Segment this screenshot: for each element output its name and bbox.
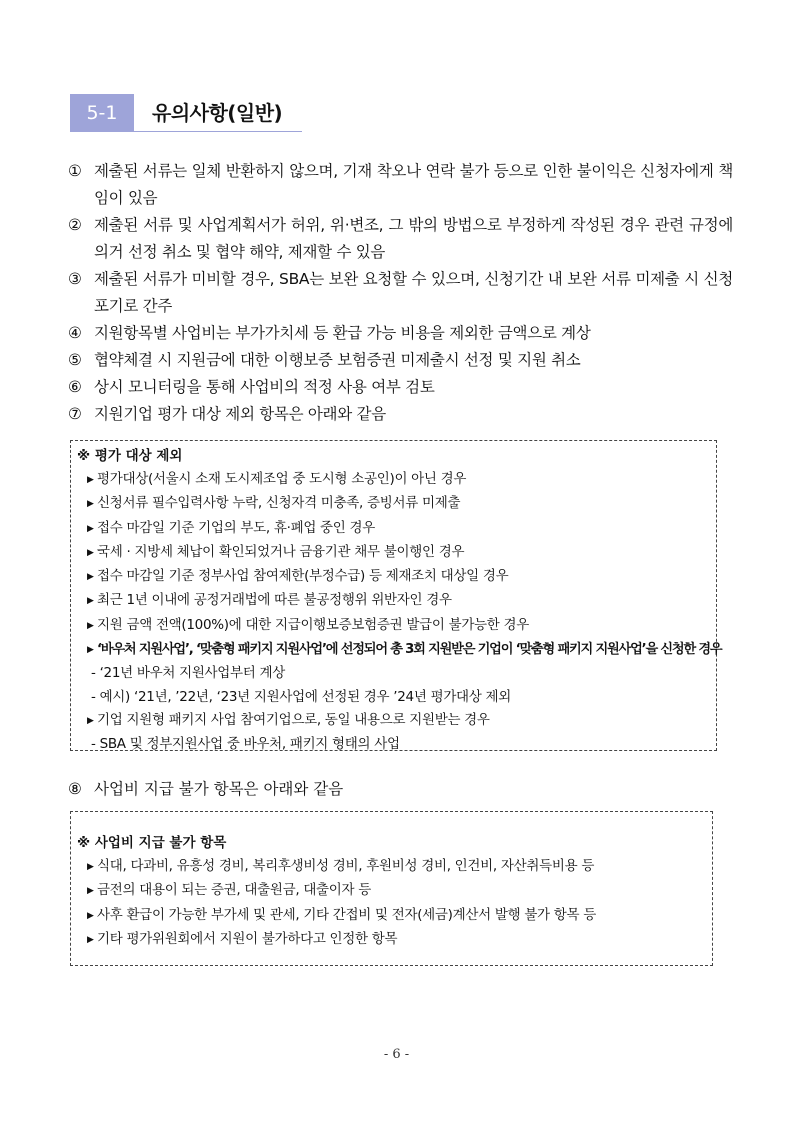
list-item [68, 401, 733, 428]
box-title: ※ 평가 대상 제외 [77, 448, 183, 464]
triangle-bullet-icon: ▶ [87, 547, 94, 558]
bullet-line: ▶ 국세 · 지방세 체납이 확인되었거나 금융기관 채무 불이행인 경우 [77, 541, 706, 565]
item-text: 협약체결 시 지원금에 대한 이행보증 보험증권 미제출시 선정 및 지원 취소 [94, 351, 581, 369]
triangle-bullet-icon: ▶ [87, 886, 94, 897]
item-number: ① [68, 162, 82, 180]
box-title: ※ 사업비 지급 불가 항목 [77, 835, 227, 851]
bullet-line: ▶ 신청서류 필수입력사항 누락, 신청자격 미충족, 증빙서류 미제출 [77, 492, 706, 516]
list-item [68, 374, 733, 401]
item-text: 상시 모니터링을 통해 사업비의 적정 사용 여부 검토 [94, 378, 435, 396]
list-item-8 [68, 776, 343, 803]
list-item [68, 212, 733, 266]
bullet-line: ▶ 식대, 다과비, 유흥성 경비, 복리후생비성 경비, 후원비성 경비, 인건비, 자산취득비용 등 [77, 855, 702, 879]
item-number: ⑦ [68, 405, 82, 423]
section-number: 5-1 [70, 94, 134, 132]
bullet-line: ▶ 지원 금액 전액(100%)에 대한 지급이행보증보험증권 발급이 불가능한 경우 [77, 614, 706, 638]
item-text: 제출된 서류는 일체 반환하지 않으며, 기재 착오나 연락 불가 등으로 인한 불이익은 신청자에게 책임이 있음 [94, 162, 733, 207]
section-underline [70, 131, 302, 132]
triangle-bullet-icon: ▶ [87, 645, 93, 656]
triangle-bullet-icon: ▶ [87, 715, 94, 726]
sub-line: - 예시) ‘21년, ’22년, ‘23년 지원사업에 선정된 경우 ’24년 평가대상 제외 [91, 688, 512, 705]
triangle-bullet-icon: ▶ [87, 934, 94, 945]
notice-list [68, 158, 733, 428]
evaluation-exclusion-box [70, 440, 722, 753]
bullet-line: ▶ 사후 환급이 가능한 부가세 및 관세, 기타 간접비 및 전자(세금)계산서 발행 불가 항목 등 [77, 904, 702, 928]
item-text: 지원기업 평가 대상 제외 항목은 아래와 같음 [94, 405, 386, 423]
bullet-line: ▶ 접수 마감일 기준 정부사업 참여제한(부정수급) 등 제재조치 대상일 경우 [77, 565, 706, 589]
triangle-bullet-icon: ▶ [87, 862, 94, 872]
sub-line: - ‘21년 바우처 지원사업부터 계상 [91, 665, 285, 682]
list-item [68, 158, 733, 212]
bullet-line: ▶ 평가대상(서울시 소재 도시제조업 중 도시형 소공인)이 아닌 경우 [77, 468, 706, 492]
triangle-bullet-icon: ▶ [87, 572, 94, 583]
item-number: ⑧ [68, 780, 82, 798]
item-text: 제출된 서류가 미비할 경우, SBA는 보완 요청할 수 있으며, 신청기간 내 보완 서류 미제출 시 신청 포기로 간주 [94, 270, 733, 315]
triangle-bullet-icon: ▶ [87, 523, 94, 534]
triangle-bullet-icon: ▶ [87, 499, 94, 510]
triangle-bullet-icon: ▶ [87, 596, 94, 607]
item-text: 사업비 지급 불가 항목은 아래와 같음 [94, 780, 344, 798]
item-number: ③ [68, 270, 82, 288]
section-title: 유의사항(일반) [152, 101, 283, 125]
bullet-line: ▶ 기업 지원형 패키지 사업 참여기업으로, 동일 내용으로 지원받는 경우 [77, 709, 706, 733]
item-text: 지원항목별 사업비는 부가가치세 등 환급 가능 비용을 제외한 금액으로 계상 [94, 324, 591, 342]
bullet-line: ▶ 기타 평가위원회에서 지원이 불가하다고 인정한 항목 [77, 928, 702, 952]
bullet-line: ▶ 최근 1년 이내에 공정거래법에 따른 불공정행위 위반자인 경우 [77, 589, 706, 613]
sub-line: - SBA 및 정부지원사업 중 바우처, 패키지 형태의 사업 [91, 736, 400, 753]
triangle-bullet-icon: ▶ [87, 475, 94, 485]
item-number: ② [68, 216, 82, 234]
triangle-bullet-icon: ▶ [87, 620, 94, 631]
section-header [70, 94, 302, 132]
triangle-bullet-icon: ▶ [87, 910, 94, 921]
list-item [68, 347, 733, 374]
list-item [68, 266, 733, 320]
list-item [68, 320, 733, 347]
page-number: - 6 - [383, 1047, 410, 1062]
item-text: 제출된 서류 및 사업계획서가 허위, 위·변조, 그 밖의 방법으로 부정하게 작성된 경우 관련 규정에 의거 선정 취소 및 협약 해약, 제재할 수 있음 [94, 216, 733, 261]
item-number: ⑥ [68, 378, 82, 396]
bullet-line: ▶ 접수 마감일 기준 기업의 부도, 휴·폐업 중인 경우 [77, 517, 706, 541]
item-number: ④ [68, 324, 82, 342]
bullet-line-emphasis: ▶ ‘바우처 지원사업’, ‘맞춤형 패키지 지원사업’에 선정되어 총 3회 지원받은 기업이 ‘맞춤형 패키지 지원사업’을 신청한 경우 [77, 638, 706, 662]
item-number: ⑤ [68, 351, 82, 369]
non-payable-items-box [70, 811, 713, 966]
bullet-line: ▶ 금전의 대용이 되는 증권, 대출원금, 대출이자 등 [77, 879, 702, 903]
